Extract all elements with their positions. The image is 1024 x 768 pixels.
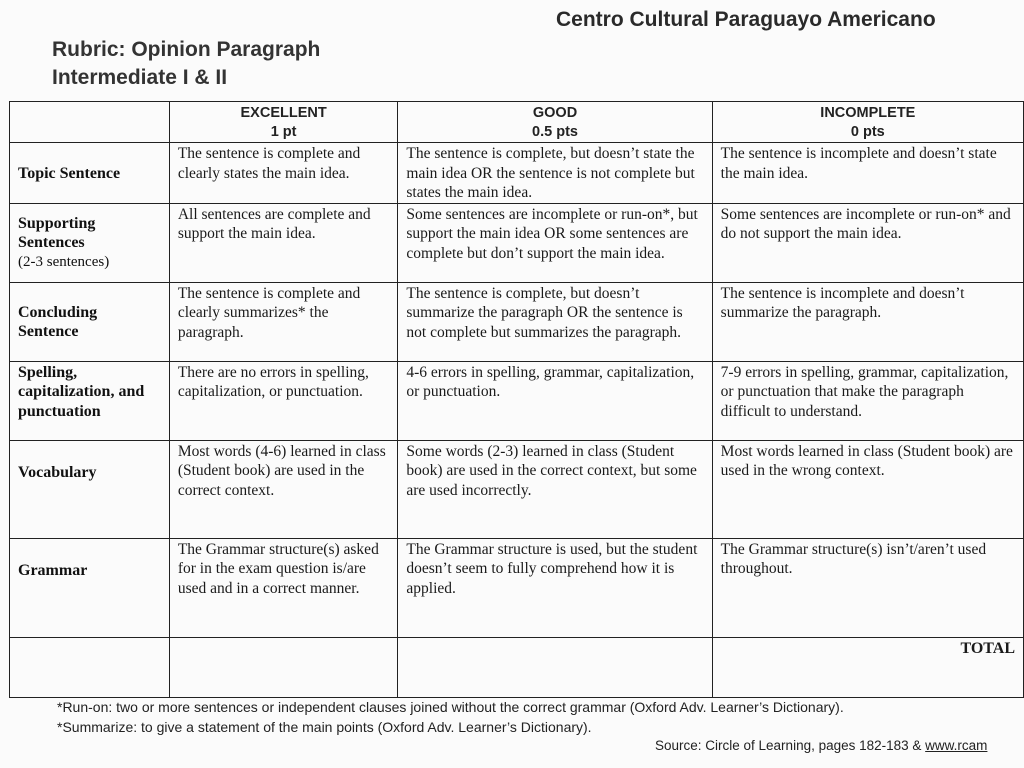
excellent-cell: The sentence is complete and clearly summarizes* the paragraph. <box>169 282 398 361</box>
excellent-cell: All sentences are complete and support the main idea. <box>169 203 398 282</box>
points-label: 0.5 pts <box>532 124 578 140</box>
footnote-run-on: *Run-on: two or more sentences or independent clauses joined without the correct grammar (Oxford Adv. Learner’s Dictionary). <box>57 699 844 715</box>
criterion-cell: Spelling, capitalization, and punctuation <box>10 361 170 440</box>
empty-cell <box>169 637 398 697</box>
table-row <box>10 361 1024 440</box>
criterion-cell: Topic Sentence <box>10 143 170 204</box>
good-cell: Some sentences are incomplete or run-on*, but support the main idea OR some sentences are complete but don’t support the main idea. <box>398 203 712 282</box>
total-cell <box>712 637 1023 697</box>
incomplete-cell: The sentence is incomplete and doesn’t state the main idea. <box>712 143 1023 204</box>
points-label: 0 pts <box>850 124 885 140</box>
table-row <box>10 282 1024 361</box>
table-row <box>10 538 1024 637</box>
criterion-cell: Concluding Sentence <box>10 282 170 361</box>
points-label: 1 pt <box>270 124 297 140</box>
rubric-table <box>9 101 1024 698</box>
document-title <box>52 36 320 92</box>
level-label: INCOMPLETE <box>820 105 916 121</box>
table-row <box>10 143 1024 204</box>
column-header-excellent <box>169 102 398 143</box>
good-cell: The sentence is complete, but doesn’t summarize the paragraph OR the sentence is not complete but summarizes the paragraph. <box>398 282 712 361</box>
good-cell: The Grammar structure is used, but the student doesn’t seem to fully comprehend how it is applied. <box>398 538 712 637</box>
excellent-cell: The sentence is complete and clearly states the main idea. <box>169 143 398 204</box>
incomplete-cell: 7-9 errors in spelling, grammar, capitalization, or punctuation that make the paragraph difficult to understand. <box>712 361 1023 440</box>
header-row <box>10 102 1024 143</box>
level-label: GOOD <box>532 105 578 121</box>
incomplete-cell: The Grammar structure(s) isn’t/aren’t used throughout. <box>712 538 1023 637</box>
criterion-label: Supporting Sentences <box>18 214 96 252</box>
level-label: EXCELLENT <box>240 105 327 121</box>
incomplete-cell: Most words learned in class (Student book) are used in the wrong context. <box>712 440 1023 538</box>
total-label: TOTAL <box>960 639 1015 657</box>
criterion-note: (2-3 sentences) <box>18 253 110 270</box>
good-cell: 4-6 errors in spelling, grammar, capitalization, or punctuation. <box>398 361 712 440</box>
empty-cell <box>398 637 712 697</box>
table-row <box>10 203 1024 282</box>
source-line <box>655 738 987 753</box>
incomplete-cell: Some sentences are incomplete or run-on* and do not support the main idea. <box>712 203 1023 282</box>
footnotes <box>57 697 844 737</box>
incomplete-cell: The sentence is incomplete and doesn’t summarize the paragraph. <box>712 282 1023 361</box>
column-header-incomplete <box>712 102 1023 143</box>
good-cell: Some words (2-3) learned in class (Student book) are used in the correct context, but some are used incorrectly. <box>398 440 712 538</box>
corner-cell <box>10 102 170 143</box>
empty-cell <box>10 637 170 697</box>
title-line-2: Intermediate I & II <box>52 66 228 89</box>
criterion-cell: Vocabulary <box>10 440 170 538</box>
excellent-cell: The Grammar structure(s) asked for in the exam question is/are used and in a correct manner. <box>169 538 398 637</box>
excellent-cell: Most words (4-6) learned in class (Student book) are used in the correct context. <box>169 440 398 538</box>
good-cell: The sentence is complete, but doesn’t state the main idea OR the sentence is not complete but states the main idea. <box>398 143 712 204</box>
source-text: Source: Circle of Learning, pages 182-183 & <box>655 738 926 753</box>
title-line-1: Rubric: Opinion Paragraph <box>52 38 321 61</box>
column-header-good <box>398 102 712 143</box>
footnote-summarize: *Summarize: to give a statement of the main points (Oxford Adv. Learner’s Dictionary). <box>57 719 592 735</box>
total-row <box>10 637 1024 697</box>
table-row <box>10 440 1024 538</box>
criterion-cell: Grammar <box>10 538 170 637</box>
excellent-cell: There are no errors in spelling, capitalization, or punctuation. <box>169 361 398 440</box>
criterion-cell <box>10 203 170 282</box>
organization-name: Centro Cultural Paraguayo Americano <box>556 8 936 31</box>
source-link[interactable]: www.rcam <box>925 738 988 753</box>
